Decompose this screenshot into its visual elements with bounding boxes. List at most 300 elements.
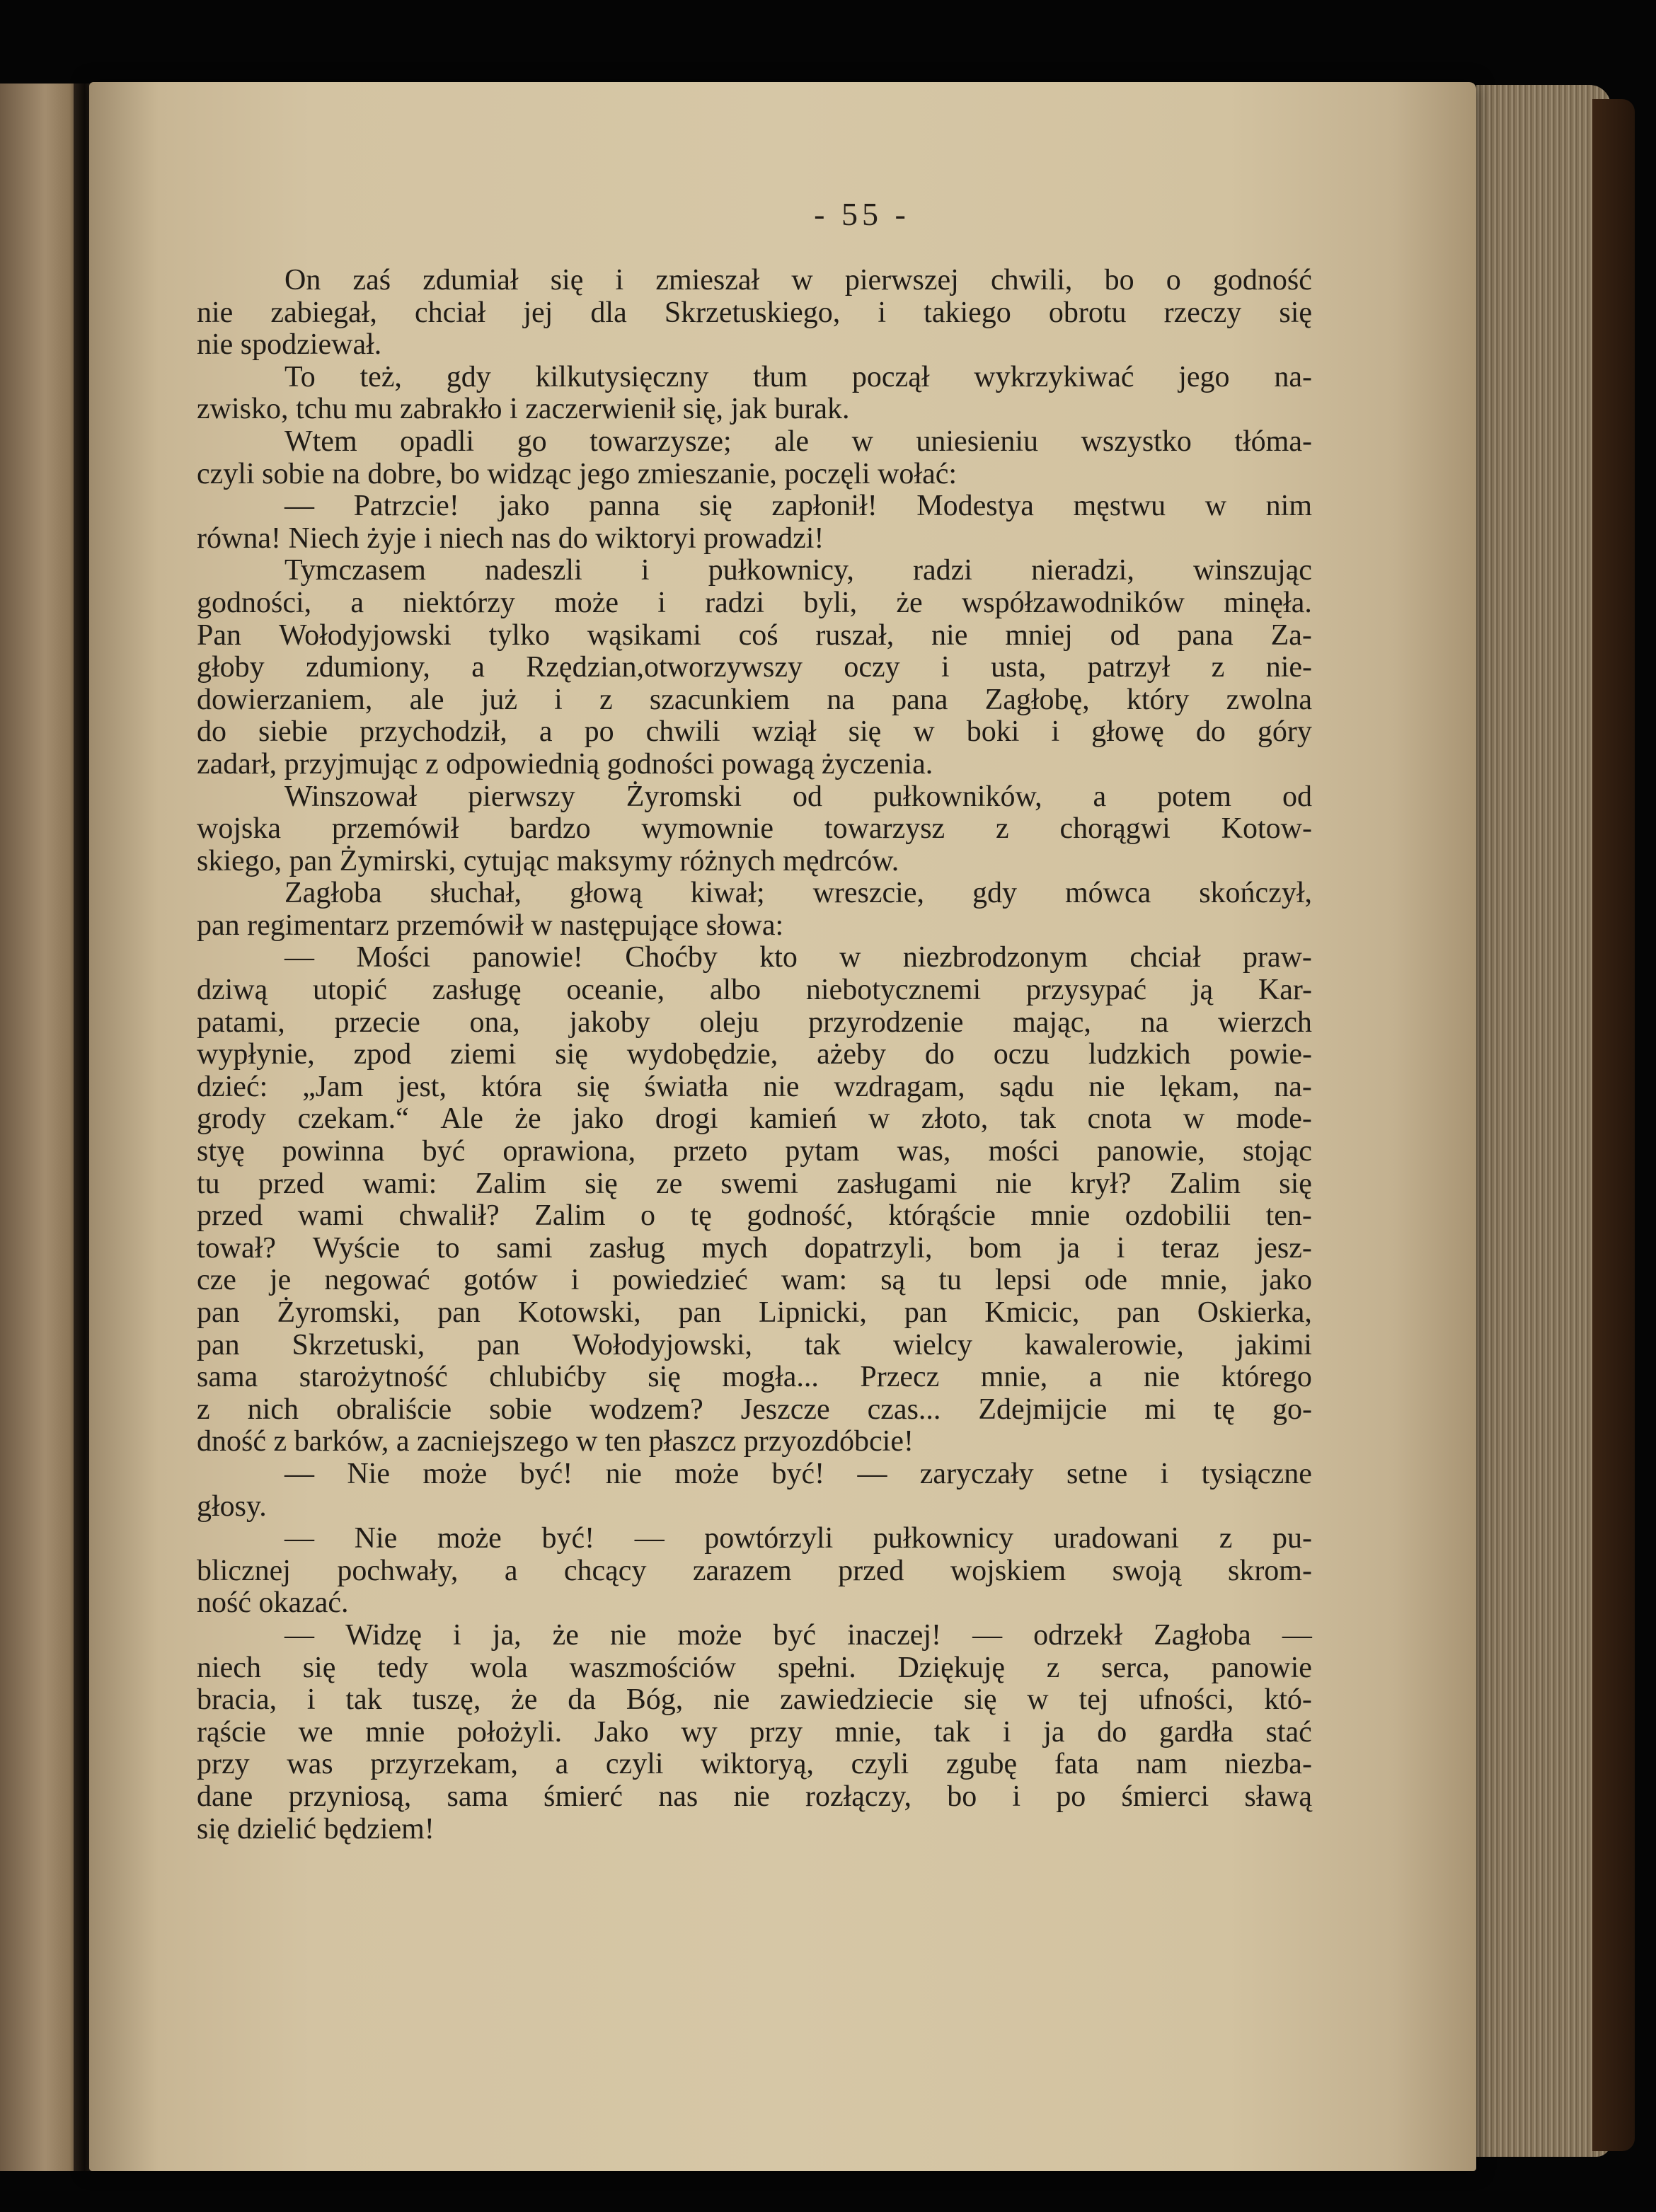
- text-word: przecie: [334, 1006, 420, 1039]
- text-line: [197, 1168, 1312, 1201]
- text-word: bardzo: [510, 812, 591, 846]
- text-word: gdy: [972, 877, 1017, 910]
- text-line: [197, 652, 1312, 684]
- text-word: mode-: [1236, 1102, 1312, 1136]
- text-word: tu: [197, 1167, 220, 1200]
- text-line: [197, 1814, 1312, 1846]
- text-word: tak: [345, 1683, 382, 1717]
- text-word: męstwu: [1073, 490, 1166, 523]
- text-word: Ale: [440, 1102, 483, 1136]
- text-word: pierwszej: [844, 264, 959, 296]
- text-word: ja: [1058, 1231, 1080, 1265]
- text-word: szacunkiem: [649, 683, 790, 716]
- text-word: go-: [1272, 1393, 1312, 1426]
- text-word: Jeszcze: [740, 1393, 830, 1426]
- text-word: przyrzekam,: [370, 1748, 518, 1781]
- text-word: zpod: [353, 1038, 412, 1071]
- text-word: pułkowników,: [873, 780, 1042, 813]
- text-line: [197, 749, 1312, 781]
- text-word: z: [996, 812, 1009, 846]
- text-word: może: [677, 1618, 742, 1652]
- text-word: i: [657, 586, 666, 619]
- text-word: rozłączy,: [805, 1780, 912, 1813]
- text-word: śmierć: [544, 1780, 623, 1813]
- text-word: która: [481, 1070, 543, 1103]
- text-word: wzdragam,: [834, 1070, 965, 1103]
- text-word: lepsi: [994, 1264, 1052, 1297]
- text-word: styę: [197, 1135, 245, 1168]
- text-word: światła: [644, 1070, 729, 1103]
- text-word: i: [640, 554, 650, 587]
- text-word: chlubićby: [489, 1361, 606, 1394]
- text-word: ten-: [1265, 1199, 1312, 1233]
- text-word: wymownie: [641, 812, 774, 846]
- text-word: godność: [1212, 264, 1312, 296]
- text-word: być!: [541, 1522, 595, 1555]
- text-word: chwalił?: [398, 1199, 500, 1233]
- text-word: Winszował: [284, 780, 418, 813]
- text-word: może: [422, 1457, 488, 1490]
- text-line: [197, 362, 1312, 394]
- text-word: a: [1093, 780, 1107, 813]
- text-word: nadeszli: [485, 554, 582, 587]
- text-word: może: [437, 1522, 502, 1555]
- text-word: Zalim: [534, 1199, 606, 1233]
- text-word: nie: [733, 1780, 770, 1813]
- text-word: dzieć:: [197, 1070, 268, 1103]
- text-word: Za-: [1270, 618, 1312, 652]
- text-word: ale: [774, 425, 810, 458]
- text-word: —: [284, 490, 314, 523]
- text-word: godność,: [747, 1199, 853, 1233]
- text-word: wami: [297, 1199, 364, 1233]
- text-line: [197, 297, 1312, 330]
- text-line: [197, 459, 1312, 491]
- text-word: przemówił: [331, 812, 459, 846]
- text-word: nie: [995, 1167, 1033, 1200]
- text-word: też,: [360, 360, 402, 393]
- text-word: nich: [247, 1393, 299, 1426]
- text-line: [197, 1361, 1312, 1394]
- text-word: chcący: [563, 1554, 647, 1587]
- text-word: blicznej: [197, 1554, 291, 1587]
- text-word: pierwszy: [468, 780, 575, 813]
- text-word: w: [868, 1102, 890, 1136]
- text-word: być!: [519, 1457, 573, 1490]
- text-word: nie: [1143, 1361, 1180, 1394]
- text-line-content: zwisko, tchu mu zabrakło i zaczerwienił się, jak burak.: [197, 393, 850, 426]
- text-word: ruszał,: [815, 618, 895, 652]
- text-word: i: [941, 651, 950, 684]
- text-word: i: [1012, 1780, 1021, 1813]
- text-word: radzi: [912, 554, 972, 587]
- text-word: i: [570, 1264, 580, 1297]
- text-word: sama: [197, 1361, 258, 1394]
- text-word: kilkutysięczny: [535, 360, 709, 393]
- text-word: się: [848, 715, 882, 749]
- text-word: na: [1140, 1006, 1169, 1039]
- text-word: tak: [1019, 1102, 1057, 1136]
- text-word: rzeczy: [1163, 296, 1242, 329]
- text-word: przy: [749, 1715, 803, 1749]
- text-word: jesz-: [1255, 1231, 1312, 1265]
- text-word: zaryczały: [919, 1457, 1034, 1490]
- text-line: [197, 265, 1312, 297]
- text-word: słuchał,: [430, 877, 522, 910]
- text-word: fata: [1054, 1748, 1099, 1781]
- text-word: jest,: [398, 1070, 447, 1103]
- text-word: stojąc: [1242, 1135, 1312, 1168]
- text-word: wami:: [362, 1167, 437, 1200]
- text-word: Widzę: [345, 1618, 422, 1652]
- text-word: negować: [324, 1264, 430, 1297]
- text-word: ją: [1191, 974, 1214, 1007]
- text-word: nie-: [1265, 651, 1312, 684]
- text-line-content: skiego, pan Żymirski, cytując maksymy różnych mędrców.: [197, 844, 899, 877]
- text-line-content: się dzielić będziem!: [197, 1812, 435, 1845]
- text-word: Wołodyjowski: [278, 618, 452, 652]
- text-word: przysypać: [1025, 974, 1147, 1007]
- text-word: Żyromski: [626, 780, 742, 813]
- text-word: jakimi: [1236, 1328, 1312, 1361]
- text-word: dane: [197, 1780, 253, 1813]
- text-word: mnie: [1030, 1199, 1091, 1233]
- text-word: nie: [197, 296, 234, 329]
- text-word: chciał: [1129, 941, 1201, 974]
- text-word: wierzch: [1218, 1006, 1312, 1039]
- text-word: na-: [1274, 360, 1312, 393]
- text-word: nie: [605, 1457, 642, 1490]
- text-word: a: [471, 651, 485, 684]
- text-word: góry: [1257, 715, 1312, 749]
- text-word: jego: [1178, 360, 1230, 393]
- text-word: pan: [904, 1296, 948, 1329]
- text-word: głoby: [197, 651, 265, 684]
- text-word: przyrodzenie: [808, 1006, 964, 1039]
- text-line: [197, 1555, 1312, 1588]
- text-word: pochwały,: [337, 1554, 459, 1587]
- text-word: towarzysze;: [590, 425, 732, 458]
- text-line: [197, 1136, 1312, 1168]
- text-word: Lipnicki,: [759, 1296, 867, 1329]
- text-word: zmieszał: [655, 264, 760, 296]
- text-word: takiego: [924, 296, 1011, 329]
- text-word: mnie: [365, 1715, 425, 1749]
- text-word: ode: [1084, 1264, 1128, 1297]
- text-line: [197, 1297, 1312, 1330]
- text-word: głowę: [1091, 715, 1164, 749]
- text-word: tak: [933, 1715, 971, 1749]
- text-word: —: [284, 1522, 314, 1555]
- text-word: jej: [523, 296, 553, 329]
- text-word: Zalim: [475, 1167, 546, 1200]
- text-line: [197, 974, 1312, 1007]
- text-word: coś: [738, 618, 778, 652]
- text-word: i: [1051, 715, 1060, 749]
- text-word: wola: [470, 1651, 528, 1684]
- text-word: w: [913, 715, 935, 749]
- text-word: chciał: [414, 296, 486, 329]
- text-word: gotów: [463, 1264, 538, 1297]
- text-word: głową: [570, 877, 643, 910]
- text-word: jakoby: [569, 1006, 650, 1039]
- text-word: w: [851, 425, 873, 458]
- text-word: gardła: [1158, 1715, 1234, 1749]
- page-number: - 55 -: [814, 196, 910, 232]
- left-page-edge: [0, 83, 82, 2171]
- text-word: być: [773, 1618, 817, 1652]
- text-line: [197, 1684, 1312, 1717]
- text-word: jako: [573, 1102, 624, 1136]
- text-word: pułkownicy,: [708, 554, 854, 587]
- text-word: pan: [477, 1328, 520, 1361]
- text-word: kawalerowie,: [1024, 1328, 1184, 1361]
- text-word: zwolna: [1226, 683, 1312, 716]
- text-word: wziął: [752, 715, 817, 749]
- text-word: teraz: [1161, 1231, 1219, 1265]
- text-line: [197, 329, 1312, 362]
- text-word: tował?: [197, 1231, 276, 1265]
- text-word: mówca: [1064, 877, 1151, 910]
- text-word: tysiączne: [1201, 1457, 1312, 1490]
- text-word: Zagłobę,: [984, 683, 1090, 716]
- text-line-content: równa! Niech żyje i niech nas do wiktoryi prowadzi!: [197, 522, 824, 555]
- text-word: w: [1027, 1683, 1049, 1717]
- text-line: [197, 1781, 1312, 1814]
- text-word: i: [615, 264, 624, 296]
- text-word: wojskiem: [950, 1554, 1066, 1587]
- text-word: wodzem?: [589, 1393, 703, 1426]
- text-line: [197, 1007, 1312, 1039]
- text-line-content: głosy.: [197, 1490, 267, 1523]
- text-word: w: [791, 264, 813, 296]
- text-word: i: [878, 296, 887, 329]
- text-line: [197, 1039, 1312, 1071]
- text-word: uniesieniu: [916, 425, 1039, 458]
- text-word: wojska: [197, 812, 281, 846]
- text-word: kiwał;: [690, 877, 765, 910]
- text-line: [197, 1620, 1312, 1652]
- text-word: wy: [681, 1715, 718, 1749]
- book-cover-edge: [1592, 99, 1635, 2151]
- text-word: odrzekł: [1033, 1618, 1123, 1652]
- text-line-content: ność okazać.: [197, 1586, 349, 1620]
- text-word: się: [1279, 1167, 1312, 1200]
- text-word: —: [1282, 1618, 1312, 1652]
- text-line: [197, 942, 1312, 974]
- text-word: pan: [1117, 1296, 1160, 1329]
- text-word: praw-: [1242, 941, 1312, 974]
- text-word: wypłynie,: [197, 1038, 315, 1071]
- text-word: zapłonił!: [771, 490, 878, 523]
- text-word: którego: [1221, 1361, 1312, 1394]
- text-word: we: [298, 1715, 333, 1749]
- text-word: tę: [1213, 1393, 1235, 1426]
- text-word: nie: [713, 1683, 750, 1717]
- text-word: niech: [197, 1651, 261, 1684]
- text-word: Zagłoba: [1154, 1618, 1251, 1652]
- text-line-content: pan regimentarz przemówił w następujące słowa:: [197, 909, 784, 942]
- text-word: a: [555, 1748, 569, 1781]
- text-word: On: [284, 264, 321, 296]
- text-word: pan: [197, 1296, 240, 1329]
- text-word: od: [1110, 618, 1140, 652]
- text-word: się: [648, 1361, 681, 1394]
- text-word: już: [481, 683, 517, 716]
- page-text: [197, 265, 1312, 1845]
- text-word: wam:: [781, 1264, 848, 1297]
- text-word: zasług: [589, 1231, 665, 1265]
- page-stack-edges: [1476, 85, 1611, 2157]
- text-word: krył?: [1070, 1167, 1132, 1200]
- text-word: się: [1279, 296, 1312, 329]
- text-word: nam: [1136, 1748, 1188, 1781]
- text-word: do: [197, 715, 226, 749]
- text-word: panna: [589, 490, 660, 523]
- text-word: ufności,: [1139, 1683, 1234, 1717]
- text-word: ozdobilii: [1125, 1199, 1231, 1233]
- text-word: drogi: [655, 1102, 718, 1136]
- text-word: po: [1056, 1780, 1086, 1813]
- text-word: wszystko: [1081, 425, 1192, 458]
- text-word: od: [1282, 780, 1312, 813]
- text-word: dowierzaniem,: [197, 683, 373, 716]
- text-line: [197, 846, 1312, 878]
- text-word: że: [514, 1102, 541, 1136]
- text-line: [197, 1652, 1312, 1685]
- text-word: czyli: [605, 1748, 664, 1781]
- text-word: mych: [701, 1231, 768, 1265]
- text-word: tylko: [488, 618, 550, 652]
- text-word: złoto,: [921, 1102, 989, 1136]
- text-word: inaczej!: [847, 1618, 942, 1652]
- text-line: [197, 716, 1312, 749]
- text-line: [197, 781, 1312, 814]
- text-word: —: [284, 1618, 314, 1652]
- text-word: pana: [892, 683, 948, 716]
- text-word: zdumiony,: [306, 651, 430, 684]
- text-word: bo: [1104, 264, 1134, 296]
- text-word: niektórzy: [403, 586, 515, 619]
- text-word: obraliście: [335, 1393, 452, 1426]
- text-word: rąście: [197, 1715, 266, 1749]
- text-word: powiedzieć: [612, 1264, 748, 1297]
- text-word: oczu: [993, 1038, 1050, 1071]
- text-word: którąście: [888, 1199, 996, 1233]
- text-word: Tymczasem: [284, 554, 426, 587]
- text-word: do: [1195, 715, 1226, 749]
- text-word: dopatrzyli,: [804, 1231, 933, 1265]
- text-word: który: [1126, 683, 1190, 716]
- text-word: oleju: [699, 1006, 759, 1039]
- text-word: Przecz: [860, 1361, 940, 1394]
- text-word: to: [436, 1231, 460, 1265]
- text-word: a: [539, 715, 553, 749]
- text-word: mnie,: [834, 1715, 902, 1749]
- text-word: dla: [590, 296, 627, 329]
- text-word: serca,: [1101, 1651, 1170, 1684]
- text-word: oczy: [844, 651, 900, 684]
- text-word: niezba-: [1224, 1748, 1312, 1781]
- text-word: sami: [496, 1231, 553, 1265]
- text-word: do: [1097, 1715, 1127, 1749]
- text-line: [197, 877, 1312, 910]
- text-word: was,: [897, 1135, 951, 1168]
- text-line: [197, 555, 1312, 587]
- text-word: ale: [409, 683, 444, 716]
- text-word: ja,: [492, 1618, 522, 1652]
- text-line: [197, 426, 1312, 459]
- text-word: może: [554, 586, 619, 619]
- text-word: sławą: [1244, 1780, 1312, 1813]
- text-word: siebie: [258, 715, 328, 749]
- text-word: a: [350, 586, 364, 619]
- text-line: [197, 1587, 1312, 1620]
- text-word: opadli: [400, 425, 475, 458]
- text-word: tedy: [377, 1651, 429, 1684]
- text-word: tak: [804, 1328, 841, 1361]
- text-word: Choćby: [625, 941, 718, 974]
- text-word: z: [1219, 1522, 1233, 1555]
- text-word: albo: [709, 974, 761, 1007]
- text-word: Wyście: [312, 1231, 401, 1265]
- text-word: Wtem: [284, 425, 357, 458]
- text-word: panowie!: [472, 941, 583, 974]
- text-word: radzi: [705, 586, 765, 619]
- text-word: powinna: [282, 1135, 385, 1168]
- text-word: lękam,: [1159, 1070, 1240, 1103]
- text-word: wykrzykiwać: [974, 360, 1134, 393]
- text-word: powie-: [1229, 1038, 1312, 1071]
- text-word: utopić: [313, 974, 387, 1007]
- text-word: z: [599, 683, 613, 716]
- text-word: Pan: [197, 618, 241, 652]
- text-word: jako: [498, 490, 550, 523]
- text-word: nie: [931, 618, 968, 652]
- text-line: [197, 1394, 1312, 1427]
- text-word: Zagłoba: [284, 877, 382, 910]
- text-word: kamień: [749, 1102, 837, 1136]
- text-line: [197, 1426, 1312, 1458]
- text-line: [197, 1071, 1312, 1104]
- text-word: niebotycznemi: [805, 974, 982, 1007]
- text-word: Zdejmijcie: [978, 1393, 1108, 1426]
- text-word: przeto: [673, 1135, 748, 1168]
- text-word: boki: [966, 715, 1020, 749]
- text-word: być!: [771, 1457, 825, 1490]
- text-word: tej: [1079, 1683, 1109, 1717]
- text-word: To: [284, 360, 316, 393]
- text-word: że: [896, 586, 923, 619]
- text-word: nie: [1088, 1070, 1125, 1103]
- text-word: przy: [197, 1748, 250, 1781]
- text-word: ze: [655, 1167, 683, 1200]
- text-word: spełni.: [777, 1651, 856, 1684]
- text-line: [197, 1103, 1312, 1136]
- text-word: Skrzetuskiego,: [664, 296, 841, 329]
- text-word: wydobędzie,: [626, 1038, 778, 1071]
- text-word: winszując: [1193, 554, 1312, 587]
- text-word: czekam.“: [297, 1102, 409, 1136]
- text-line: [197, 523, 1312, 555]
- text-word: Jako: [594, 1715, 649, 1749]
- text-word: sobie: [489, 1393, 552, 1426]
- text-word: przyniosą,: [288, 1780, 412, 1813]
- text-line-content: czyli sobie na dobre, bo widząc jego zmieszanie, poczęli wołać:: [197, 457, 958, 490]
- text-line: [197, 1265, 1312, 1297]
- text-line: [197, 813, 1312, 846]
- text-word: grody: [197, 1102, 266, 1136]
